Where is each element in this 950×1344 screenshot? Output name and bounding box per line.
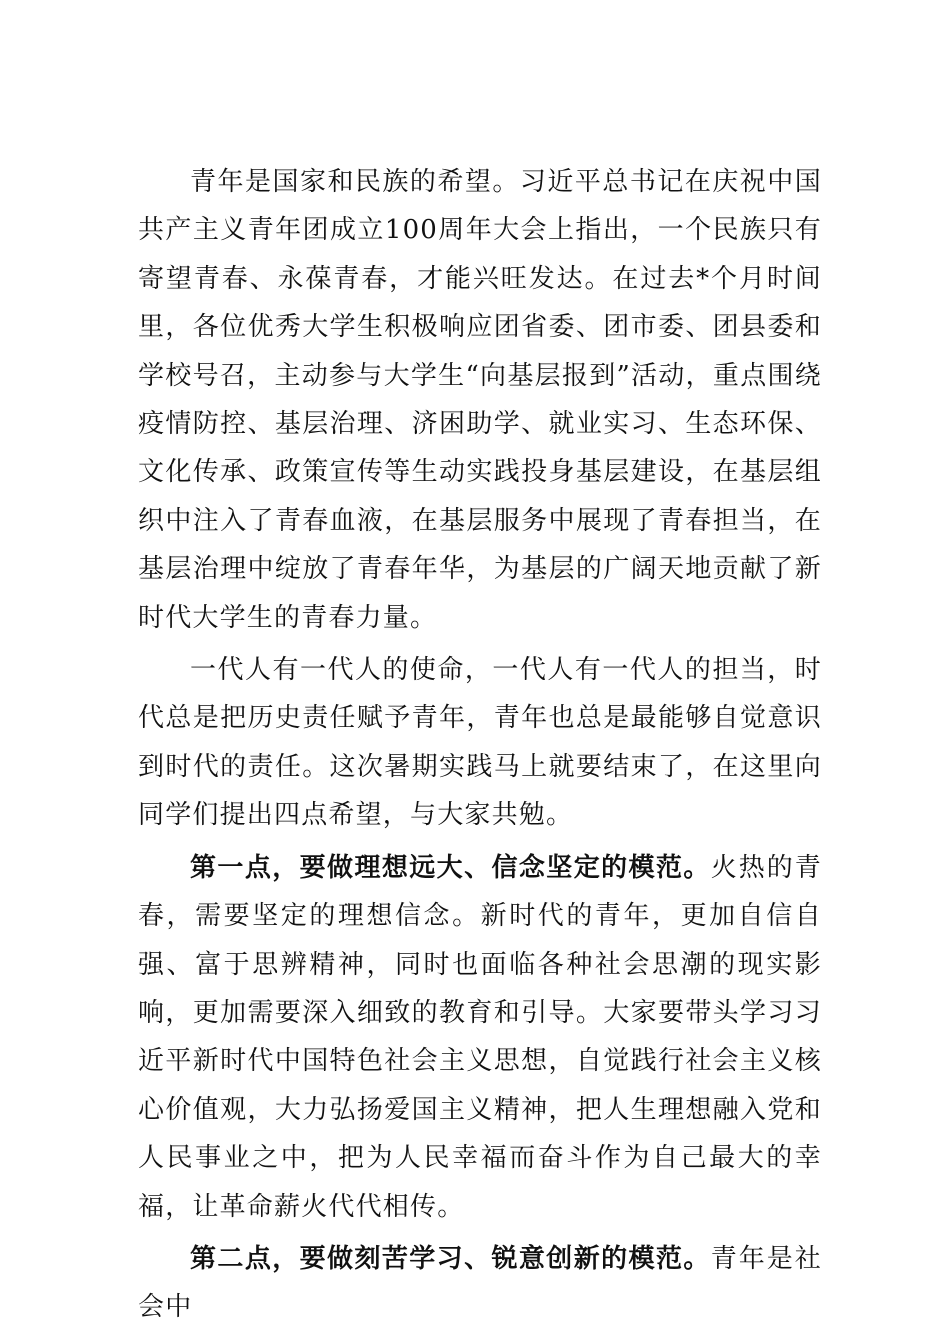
paragraph-mission-text: 一代人有一代人的使命，一代人有一代人的担当，时代总是把历史责任赋予青年，青年也总是最能够自觉意识到时代的责任。这次暑期实践马上就要结束了，在这里向同学们提出四点希望，与大家共勉。 xyxy=(138,655,822,831)
point-one-heading: 第一点，要做理想远大、信念坚定的模范。 xyxy=(190,852,711,883)
point-two-heading: 第二点，要做刻苦学习、锐意创新的模范。 xyxy=(190,1243,711,1274)
point-two-text: 青年是社会中 xyxy=(138,1243,822,1323)
paragraph-point-two xyxy=(138,1235,822,1332)
paragraph-point-one xyxy=(138,844,822,1231)
paragraph-mission xyxy=(138,646,822,840)
paragraph-intro-text: 青年是国家和民族的希望。习近平总书记在庆祝中国共产主义青年团成立100周年大会上指出，一个民族只有寄望青春、永葆青春，才能兴旺发达。在过去*个月时间里，各位优秀大学生积极响应团省委、团市委、团县委和学校号召，主动参与大学生“向基层报到”活动，重点围绕疫情防控、基层治理、济困助学、就业实习、生态环保、文化传承、政策宣传等生动实践投身基层建设，在基层组织中注入了青春血液，在基层服务中展现了青春担当，在基层治理中绽放了青春年华，为基层的广阔天地贡献了新时代大学生的青春力量。 xyxy=(138,167,822,633)
paragraph-intro xyxy=(138,158,822,642)
document-body xyxy=(138,158,822,1332)
point-one-text: 火热的青春，需要坚定的理想信念。新时代的青年，更加自信自强、富于思辨精神，同时也面临各种社会思潮的现实影响，更加需要深入细致的教育和引导。大家要带头学习习近平新时代中国特色社会主义思想，自觉践行社会主义核心价值观，大力弘扬爱国主义精神，把人生理想融入党和人民事业之中，把为人民幸福而奋斗作为自己最大的幸福，让革命薪火代代相传。 xyxy=(138,852,822,1222)
